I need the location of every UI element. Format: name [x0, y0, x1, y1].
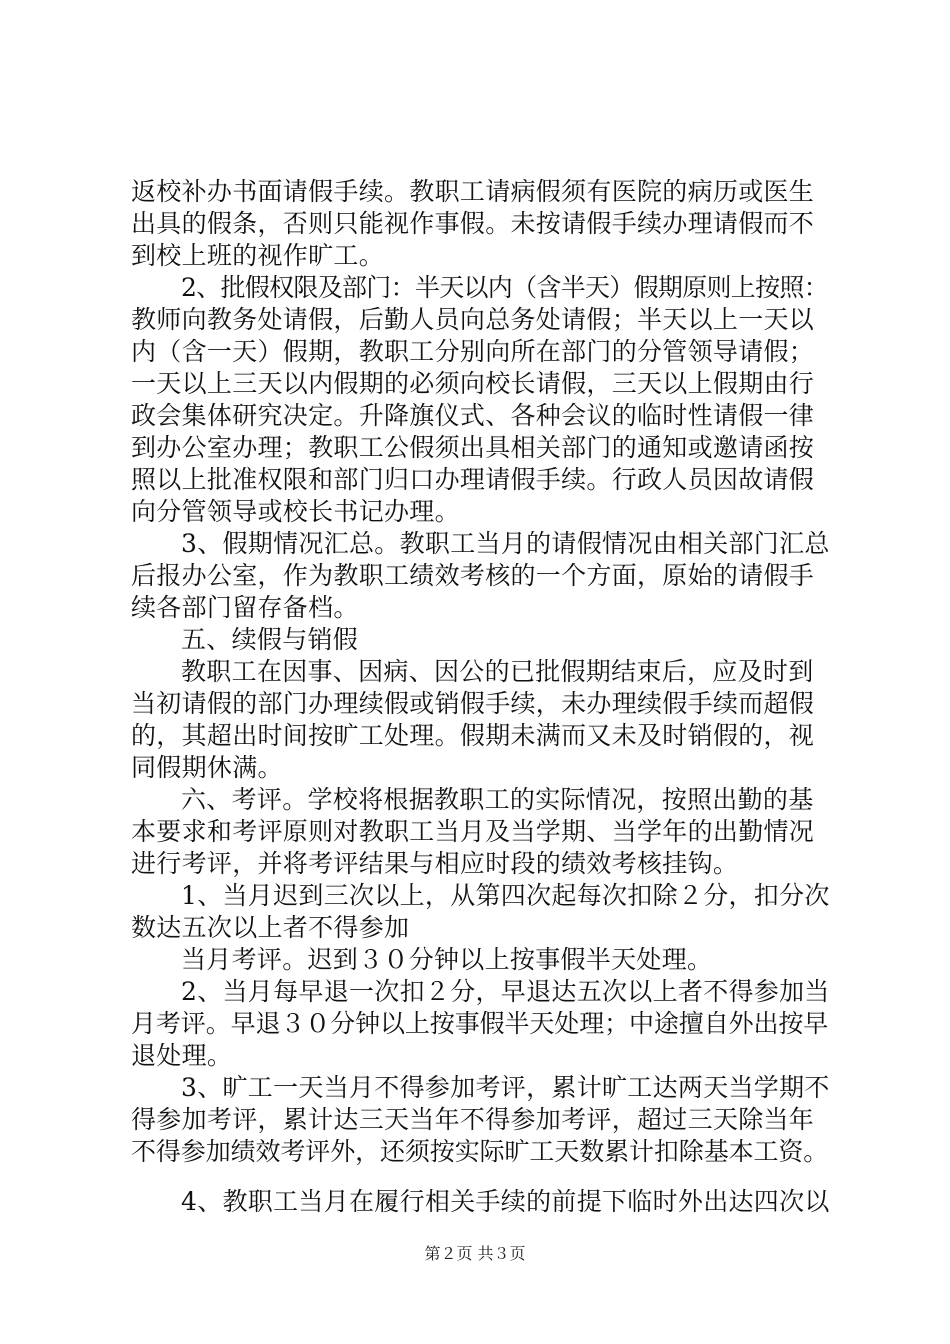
- text-line: 的，其超出时间按旷工处理。假期未满而又未及时销假的，视: [131, 721, 815, 750]
- text-line: 返校补办书面请假手续。教职工请病假须有医院的病历或医生: [131, 177, 815, 206]
- text-line: 退处理。: [131, 1041, 233, 1070]
- text-line: 3、假期情况汇总。教职工当月的请假情况由相关部门汇总: [181, 529, 830, 558]
- text-line: 照以上批准权限和部门归口办理请假手续。行政人员因故请假: [131, 465, 815, 494]
- section-heading: 五、续假与销假: [181, 625, 359, 654]
- text-line: 到校上班的视作旷工。: [131, 241, 385, 270]
- text-line: 续各部门留存备档。: [131, 593, 359, 622]
- text-line: 内（含一天）假期，教职工分别向所在部门的分管领导请假；: [131, 337, 815, 366]
- text-line: 到办公室办理；教职工公假须出具相关部门的通知或邀请函按: [131, 433, 815, 462]
- text-line: 向分管领导或校长书记办理。: [131, 497, 460, 526]
- text-line: 不得参加绩效考评外，还须按实际旷工天数累计扣除基本工资。: [131, 1137, 829, 1166]
- text-line: 教师向教务处请假，后勤人员向总务处请假；半天以上一天以: [131, 305, 815, 334]
- text-line: 后报办公室，作为教职工绩效考核的一个方面，原始的请假手: [131, 561, 815, 590]
- text-line: 1、当月迟到三次以上，从第四次起每次扣除２分，扣分次: [181, 881, 830, 910]
- text-line: 得参加考评，累计达三天当年不得参加考评，超过三天除当年: [131, 1105, 815, 1134]
- text-line: 数达五次以上者不得参加: [131, 913, 410, 942]
- text-line: 政会集体研究决定。升降旗仪式、各种会议的临时性请假一律: [131, 401, 815, 430]
- text-line: 当初请假的部门办理续假或销假手续，未办理续假手续而超假: [131, 689, 815, 718]
- text-line: 当月考评。迟到３０分钟以上按事假半天处理。: [181, 945, 713, 974]
- text-line: 进行考评，并将考评结果与相应时段的绩效考核挂钩。: [131, 849, 739, 878]
- text-line: 一天以上三天以内假期的必须向校长请假，三天以上假期由行: [131, 369, 815, 398]
- text-line: 2、当月每早退一次扣２分，早退达五次以上者不得参加当: [181, 977, 830, 1006]
- text-line: 六、考评。学校将根据教职工的实际情况，按照出勤的基: [181, 785, 814, 814]
- text-line: 出具的假条，否则只能视作事假。未按请假手续办理请假而不: [131, 209, 815, 238]
- text-line: 本要求和考评原则对教职工当月及当学期、当学年的出勤情况: [131, 817, 815, 846]
- text-line: 教职工在因事、因病、因公的已批假期结束后，应及时到: [181, 657, 814, 686]
- text-line: 2、批假权限及部门：半天以内（含半天）假期原则上按照：: [181, 273, 829, 302]
- page-number-footer: 第２页 共３页: [424, 1244, 526, 1263]
- text-line: 同假期休满。: [131, 753, 283, 782]
- text-line: 4、教职工当月在履行相关手续的前提下临时外出达四次以: [181, 1187, 830, 1216]
- text-line: 月考评。早退３０分钟以上按事假半天处理；中途擅自外出按早: [131, 1009, 829, 1038]
- text-line: 3、旷工一天当月不得参加考评，累计旷工达两天当学期不: [181, 1073, 830, 1102]
